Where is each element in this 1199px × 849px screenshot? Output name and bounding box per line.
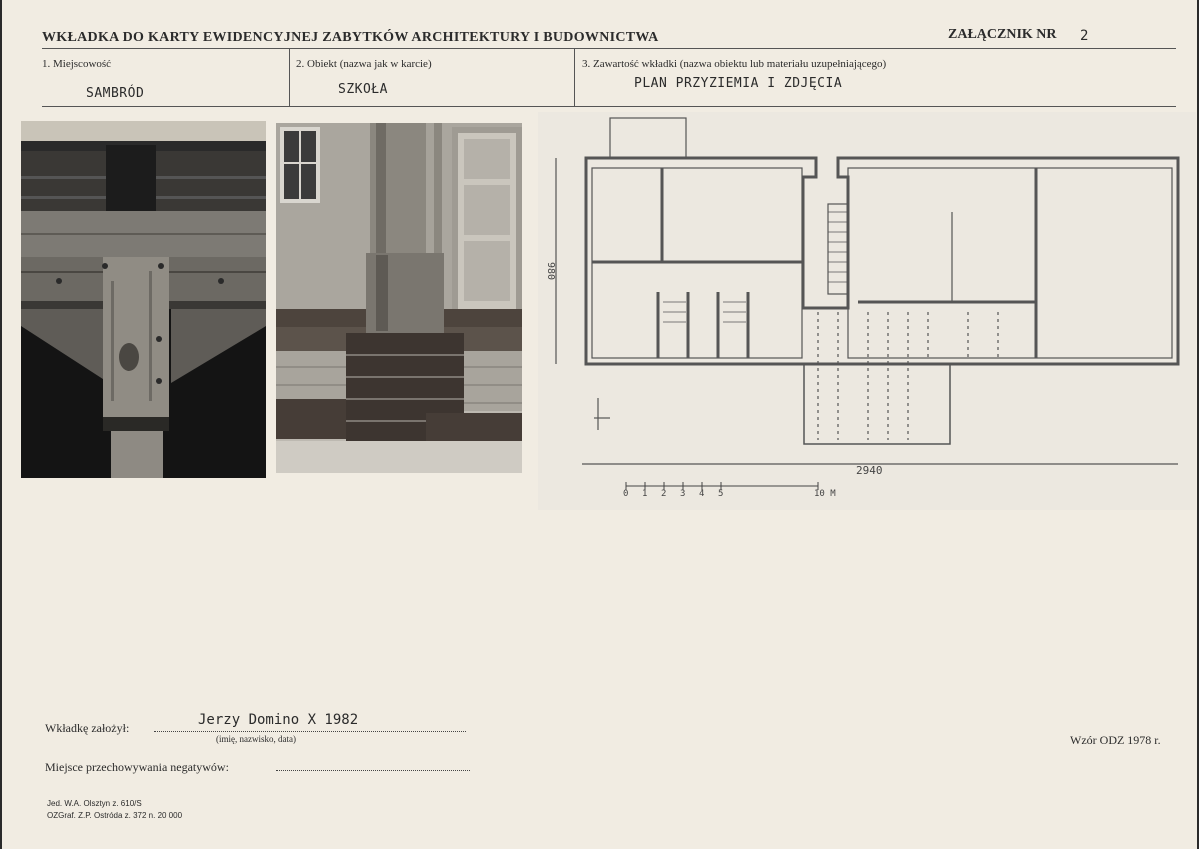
template-note: Wzór ODZ 1978 r. (1070, 733, 1161, 747)
scale-tick-1: 1 (642, 489, 648, 499)
photo-timber-joint (21, 121, 266, 478)
field-divider (574, 48, 575, 106)
created-by-value: Jerzy Domino X 1982 (198, 712, 359, 728)
place-label: 1. Miejscowość (42, 58, 112, 70)
scale-end: 10 M (814, 489, 836, 499)
scale-tick-4: 4 (699, 489, 705, 499)
scale-tick-2: 2 (661, 489, 667, 499)
storage-label: Miejsce przechowywania negatywów: (45, 760, 229, 774)
object-value: SZKOŁA (338, 82, 388, 97)
place-value: SAMBRÓD (86, 86, 145, 101)
storage-line (276, 770, 470, 771)
field-divider (289, 48, 290, 106)
scale-tick-0: 0 (623, 489, 629, 499)
sheet-title: WKŁADKA DO KARTY EWIDENCYJNEJ ZABYTKÓW ARCHITEKTURY I BUDOWNICTWA (42, 30, 659, 45)
content-label: 3. Zawartość wkładki (nazwa obiektu lub materiału uzupełniającego) (582, 58, 887, 70)
annex-label: ZAŁĄCZNIK NR (948, 27, 1057, 42)
created-by-hint: (imię, nazwisko, data) (216, 734, 296, 744)
header-rule (42, 48, 1176, 49)
photo-porch-post (276, 123, 522, 473)
created-by-label: Wkładkę założył: (45, 721, 130, 735)
floor-plan (538, 112, 1196, 510)
scale-tick-3: 3 (680, 489, 686, 499)
created-by-line (154, 731, 466, 732)
annex-number: 2 (1080, 28, 1089, 44)
plan-width-dimension: 2940 (856, 464, 883, 477)
fields-rule (42, 106, 1176, 107)
plan-height-dimension: 980 (545, 262, 556, 281)
print-info-1: Jed. W.A. Olsztyn z. 610/S (47, 799, 142, 808)
content-value: PLAN PRZYZIEMIA I ZDJĘCIA (634, 76, 843, 91)
scale-tick-5: 5 (718, 489, 724, 499)
object-label: 2. Obiekt (nazwa jak w karcie) (296, 58, 432, 70)
print-info-2: OZGraf. Z.P. Ostróda z. 372 n. 20 000 (47, 811, 183, 820)
